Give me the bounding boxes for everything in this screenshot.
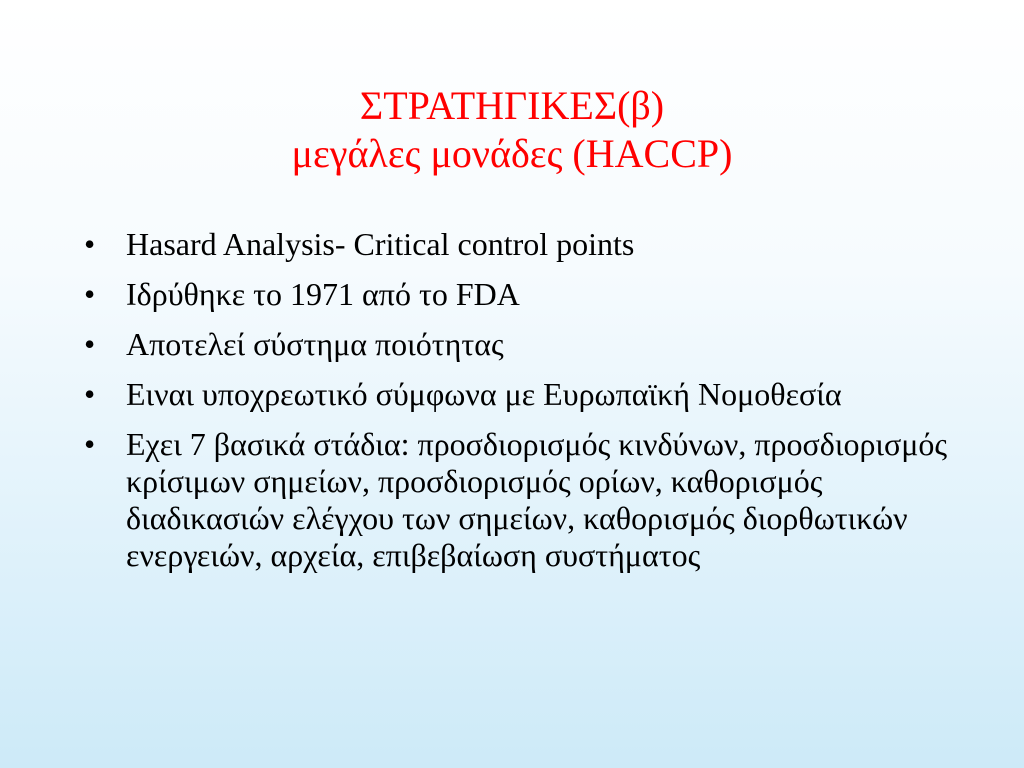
bullet-text: Εχει 7 βασικά στάδια: προσδιορισμός κινδύνων, προσδιορισμός κρίσιμων σημείων, προσδιορισμός ορίων, καθορισμός διαδικασιών ελέγχου των σημείων, καθορισμός διορθωτικών ενεργειών, αρχεία, επιβεβαίωση συστήματος xyxy=(126,426,948,573)
bullet-text: Ιδρύθηκε το 1971 από το FDA xyxy=(126,276,520,312)
bullet-text: Hasard Analysis- Critical control points xyxy=(126,226,635,262)
bullet-item-2 xyxy=(84,276,964,313)
bullet-marker: • xyxy=(84,376,96,412)
bullet-marker: • xyxy=(84,226,96,262)
bullet-marker: • xyxy=(84,426,96,462)
bullet-item-5 xyxy=(84,426,964,574)
bullet-text: Ειναι υποχρεωτικό σύμφωνα με Ευρωπαϊκή Νομοθεσία xyxy=(126,376,842,412)
bullet-marker: • xyxy=(84,326,96,362)
slide-title xyxy=(0,82,1024,178)
slide-title-line-1: ΣΤΡΑΤΗΓΙΚΕΣ(β) xyxy=(359,83,665,128)
bullet-list xyxy=(84,226,964,587)
bullet-text: Αποτελεί σύστημα ποιότητας xyxy=(126,326,504,362)
bullet-item-3 xyxy=(84,326,964,363)
bullet-item-4 xyxy=(84,376,964,413)
slide-title-line-2: μεγάλες μονάδες (HACCP) xyxy=(291,131,733,176)
bullet-marker: • xyxy=(84,276,96,312)
bullet-item-1 xyxy=(84,226,964,263)
